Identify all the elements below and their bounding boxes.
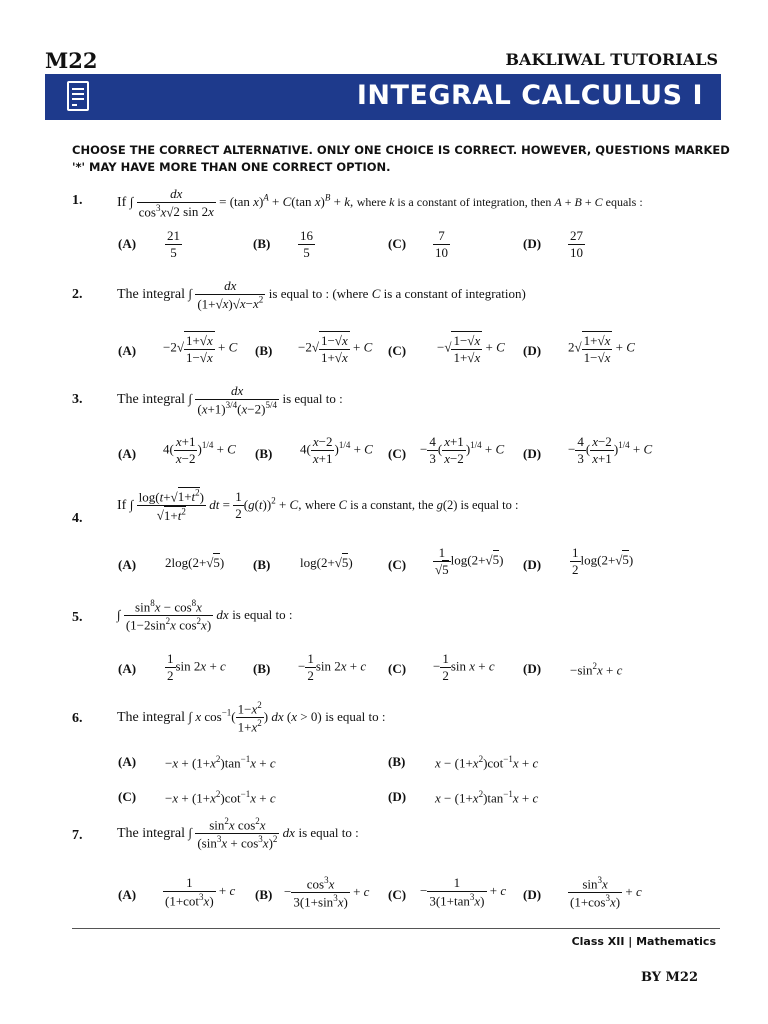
option-d[interactable]: $x - (1+x^2)\tan^{-1}x + c$ (435, 789, 539, 806)
question-number: 5. (72, 610, 83, 625)
option-label: (B) (255, 446, 273, 461)
option-c[interactable]: $-x + (1+x^2)\cot^{-1}x + c$ (165, 789, 276, 806)
question-1: If ∫ $\frac{dx}{\cos^3x√2 \sin 2x}$ = (tan x)$^A$ + C(tan x)$^B$ + k, where k is a constant of integration, then A + B + C equals : (117, 186, 643, 220)
option-label: (D) (523, 557, 542, 572)
question-7: The integral ∫ $\frac{\sin^2x \cos^2x}{(\sin^3x + \cos^3x)^2}$ dx is equal to : (117, 816, 359, 851)
footer-class-label: Class XII | Mathematics (571, 935, 716, 948)
option-label: (A) (118, 557, 137, 572)
option-label: (D) (523, 236, 542, 251)
option-label: (C) (388, 236, 407, 251)
option-a[interactable]: $-x + (1+x^2)\tan^{-1}x + c$ (165, 754, 276, 771)
option-label: (A) (118, 887, 137, 902)
question-number: 1. (72, 193, 83, 208)
option-c[interactable]: − $\frac{1}{2}$ sin x + c (433, 651, 495, 683)
option-label: (C) (388, 446, 407, 461)
option-b[interactable]: −2√ $\frac{1-√x}{1+√x}$ + C (298, 333, 373, 365)
brand-right: BAKLIWAL TUTORIALS (505, 50, 718, 69)
question-number: 7. (72, 828, 83, 843)
option-label: (D) (523, 343, 542, 358)
brand-left: M22 (45, 48, 98, 73)
option-d[interactable]: − $\frac{4}{3}$ ( $\frac{x-2}{x+1}$ )$^{1/4}$ + C (568, 434, 653, 466)
option-a[interactable]: $\frac{21}{5}$ (167, 228, 180, 260)
option-label: (A) (118, 661, 137, 676)
option-d[interactable]: $-\sin^2x + c$ (570, 661, 623, 678)
option-b[interactable]: 4( $\frac{x-2}{x+1}$ )$^{1/4}$ + C (300, 434, 373, 466)
question-prefix: If (117, 497, 127, 513)
option-label: (B) (253, 661, 271, 676)
option-c[interactable]: $\frac{1}{√5}$ log(2+√5) (435, 545, 504, 577)
question-number: 3. (72, 392, 83, 407)
option-label: (B) (388, 754, 406, 769)
title-banner (45, 74, 721, 120)
question-3: The integral ∫ $\frac{dx}{(x+1)^{3/4}(x-2)^{5/4}}$ is equal to : (117, 383, 343, 417)
question-4: If ∫ $\frac{\log(t+√1+t^2)}{√1+t^2}$ dt = $\frac{1}{2}$ $(g(t))^2 + C$, where C is a constant, the g(2) is equal to : (117, 488, 519, 523)
option-label: (A) (118, 236, 137, 251)
option-b[interactable]: log(2+√5) (300, 555, 353, 570)
question-prefix: The integral (117, 825, 186, 841)
option-c[interactable]: −√ $\frac{1-√x}{1+√x}$ + C (437, 333, 505, 365)
option-a[interactable]: 2log(2+√5) (165, 555, 225, 570)
question-5: ∫ $\frac{\sin^8x - \cos^8x}{(1-2\sin^2x \cos^2x)}$ dx is equal to : (117, 598, 293, 633)
option-a[interactable]: $\frac{1}{(1+\cot^3x)}$ + c (165, 875, 236, 909)
option-label: (D) (388, 789, 407, 804)
option-label: (C) (388, 343, 407, 358)
question-prefix: The integral (117, 392, 186, 408)
option-d[interactable]: 2√ $\frac{1+√x}{1-√x}$ + C (568, 333, 635, 365)
option-label: (B) (253, 557, 271, 572)
option-label: (D) (523, 661, 542, 676)
question-6: The integral ∫ x $\cos^{-1}$( $\frac{1-x^2}{1+x^2}$ ) dx (x > 0) is equal to : (117, 700, 386, 735)
option-a[interactable]: $\frac{1}{2}$ sin 2x + c (167, 651, 226, 683)
question-prefix: The integral (117, 709, 186, 725)
question-2: The integral ∫ $\frac{dx}{(1+√x)√x-x^2}$ is equal to : (where C is a constant of integration) (117, 278, 526, 312)
option-d[interactable]: $\frac{\sin^3x}{(1+\cos^3x)}$ + c (570, 875, 642, 910)
question-number: 2. (72, 287, 83, 302)
question-number: 4. (72, 511, 83, 526)
question-number: 6. (72, 711, 83, 726)
option-d[interactable]: $\frac{27}{10}$ (570, 228, 583, 260)
option-label: (B) (255, 887, 273, 902)
option-label: (A) (118, 754, 137, 769)
option-label: (B) (255, 343, 273, 358)
option-b[interactable]: − $\frac{\cos^3x}{3(1+\sin^3x)}$ + c (284, 875, 370, 910)
question-prefix: The integral (117, 287, 186, 303)
document-icon (67, 81, 89, 111)
option-c[interactable]: − $\frac{1}{3(1+\tan^3x)}$ + c (420, 875, 507, 909)
option-c[interactable]: − $\frac{4}{3}$ ( $\frac{x+1}{x-2}$ )$^{1/4}$ + C (420, 434, 505, 466)
option-label: (C) (388, 557, 407, 572)
option-label: (D) (523, 446, 542, 461)
page-title: INTEGRAL CALCULUS I (356, 80, 703, 111)
option-label: (B) (253, 236, 271, 251)
question-prefix: If (117, 195, 127, 211)
option-c[interactable]: $\frac{7}{10}$ (435, 228, 448, 260)
option-label: (A) (118, 343, 137, 358)
option-a[interactable]: −2√ $\frac{1+√x}{1-√x}$ + C (163, 333, 238, 365)
footer-divider (72, 928, 720, 929)
option-a[interactable]: 4( $\frac{x+1}{x-2}$ )$^{1/4}$ + C (163, 434, 236, 466)
option-label: (C) (118, 789, 137, 804)
option-d[interactable]: $\frac{1}{2}$ log(2+√5) (572, 545, 634, 577)
option-label: (C) (388, 661, 407, 676)
option-label: (A) (118, 446, 137, 461)
instructions: CHOOSE THE CORRECT ALTERNATIVE. ONLY ONE CHOICE IS CORRECT. HOWEVER, QUESTIONS MARKED '*' MAY HAVE MORE THAN ONE CORRECT OPTION. (72, 143, 730, 174)
option-label: (C) (388, 887, 407, 902)
option-label: (D) (523, 887, 542, 902)
option-b[interactable]: $x - (1+x^2)\cot^{-1}x + c$ (435, 754, 539, 771)
option-b[interactable]: $\frac{16}{5}$ (300, 228, 313, 260)
option-b[interactable]: − $\frac{1}{2}$ sin 2x + c (298, 651, 367, 683)
footer-by-label: BY M22 (640, 970, 698, 985)
